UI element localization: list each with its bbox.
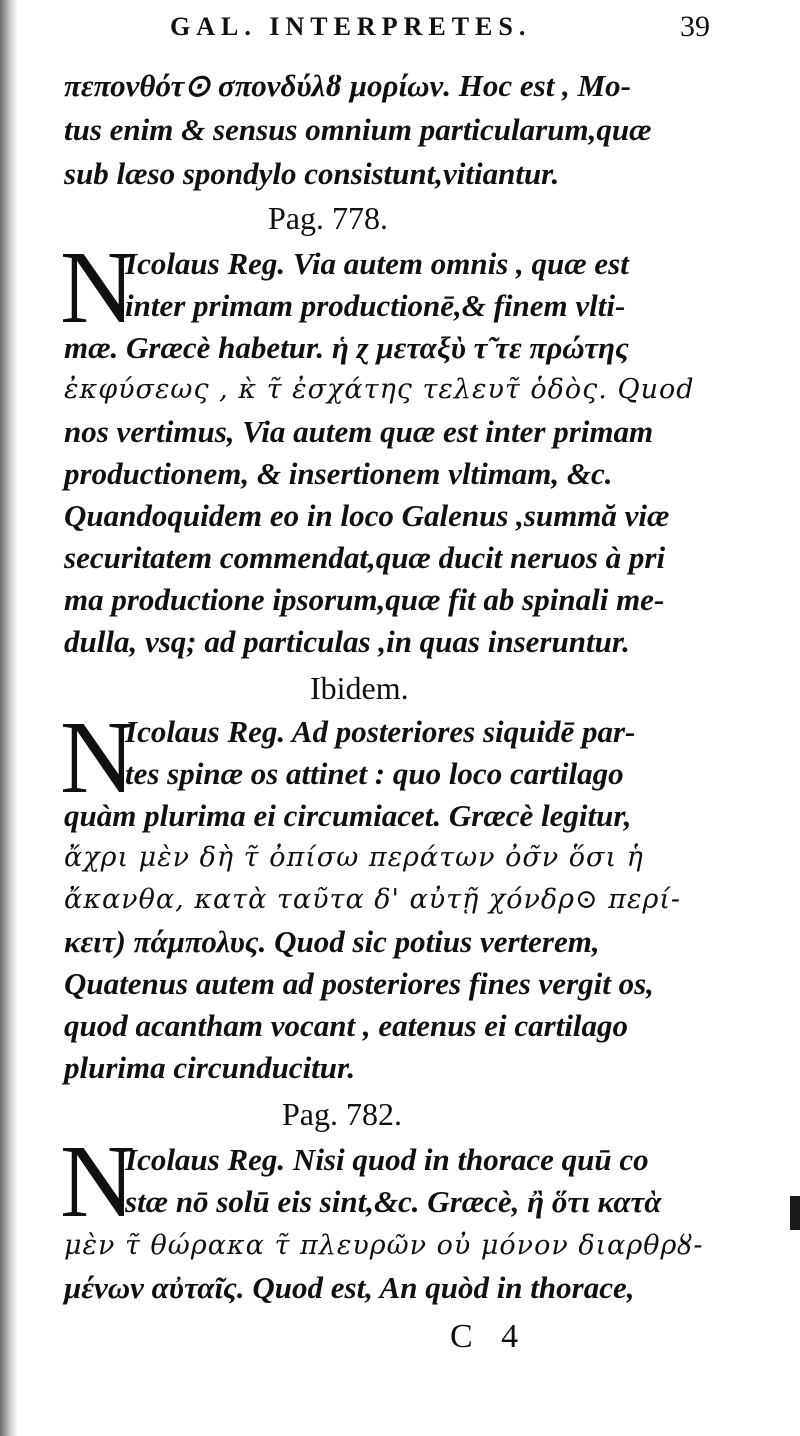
section-heading: Pag. 778. <box>268 200 388 236</box>
text-line: plurima circunducitur. <box>64 1050 356 1085</box>
text-line: stæ nō solū eis sint,&c. Græcè, ἢ ὅτι κατὰ <box>125 1184 662 1219</box>
text-line: ἐκφύσεως , κ̀ τ̃ ἐσχάτης τελευτ̃ ὁδὸς. Quod <box>64 374 695 405</box>
page-header <box>170 12 730 52</box>
text-line: dulla, vsq; ad particulas ,in quas inseruntur. <box>64 624 630 659</box>
section-heading: Pag. 782. <box>282 1096 402 1132</box>
text-line: sub læso spondylo consistunt,vitiantur. <box>64 156 560 191</box>
text-line: securitatem commendat,quæ ducit neruos à pri <box>64 540 666 575</box>
text-line: Icolaus Reg. Nisi quod in thorace quū co <box>125 1142 649 1177</box>
running-head: GAL. INTERPRETES. <box>170 12 532 41</box>
text-line: ἄκανθα, κατὰ ταῦτα δ' αὐτῇ χόνδρ⊙ περί- <box>64 884 682 915</box>
drop-capital: N <box>60 230 136 345</box>
text-line: κειτ) πάμπολυς. Quod sic potius verterem, <box>64 924 600 959</box>
page-number: 39 <box>680 10 710 43</box>
text-line: Icolaus Reg. Via autem omnis , quæ est <box>125 246 629 281</box>
gutter-shadow <box>0 0 18 1436</box>
text-line: Icolaus Reg. Ad posteriores siquidē par- <box>125 714 636 749</box>
text-line: nos vertimus, Via autem quæ est inter primam <box>64 414 654 449</box>
text-line: ἄχρι μὲν δὴ τ̃ ὀπίσω περάτων ὀσ̃ν ὅσι ἡ <box>64 842 644 873</box>
text-line: mæ. Græcè habetur. ἡ ɀ μεταξὺ τ̃ τε πρώτης <box>64 330 629 365</box>
section-heading: Ibidem. <box>310 670 409 706</box>
text-line: μὲν τ̃ θώρακα τ̃ πλευρῶν οὐ μόνον διαρθρȣ- <box>64 1230 704 1261</box>
text-line: tus enim & sensus omnium particularum,quæ <box>64 112 652 147</box>
text-line: Quatenus autem ad posteriores fines vergit os, <box>64 966 654 1001</box>
text-line: inter primam productionē,& finem vlti- <box>125 288 626 323</box>
text-line: πεπονθότ⊙ σπονδύλȣ μορίων. Hoc est , Mo- <box>64 68 631 103</box>
text-line: productionem, & insertionem vltimam, &c. <box>64 456 613 491</box>
text-line: ma productione ipsorum,quæ fit ab spinali me- <box>64 582 665 617</box>
text-line: quàm plurima ei circumiacet. Græcè legitur, <box>64 798 632 833</box>
page-edge-mark <box>790 1196 800 1230</box>
drop-capital: N <box>60 1124 136 1239</box>
signature-mark: C 4 <box>450 1318 529 1355</box>
text-line: μένων αὐταῖς. Quod est, An quòd in thorace, <box>64 1270 635 1305</box>
text-line: quod acantham vocant , eatenus ei cartilago <box>64 1008 629 1043</box>
text-line: tes spinæ os attinet : quo loco cartilago <box>125 756 624 791</box>
text-line: Quandoquidem eo in loco Galenus ,summă viæ <box>64 498 670 533</box>
drop-capital: N <box>60 700 136 815</box>
